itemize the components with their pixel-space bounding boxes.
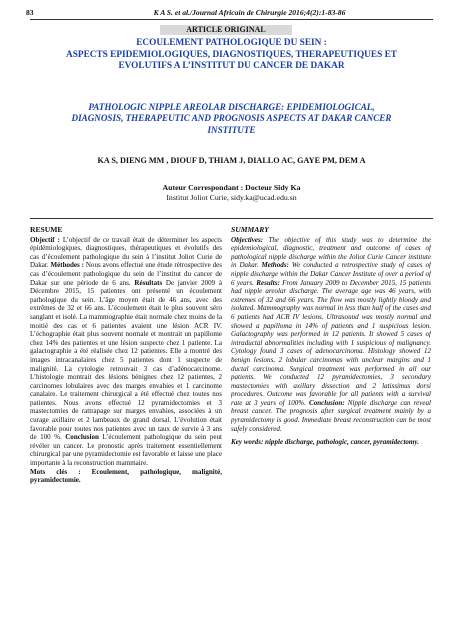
resume-keywords-text: Ecoulement, pathologique, malignité, pyramidectomie. [30,467,222,485]
resume-keywords [30,468,222,485]
summary-methods-text: We conducted a retrospective study of cases of nipple discharge within the Dakar Cancer Institute of over a period of 6 years. [231,261,431,287]
author-list: KA S, DIENG MM , DIOUF D, THIAM J, DIALLO AC, GAYE PM, DEM A [97,156,366,165]
page-number: 83 [26,7,34,17]
resume-objective-text: L’objectif de ce travail était de déterminer les aspects épidémiologiques, diagnostiques, thérapeutiques et évolutifs des cas d’écoulement pathologique du sein à l’institut Joliot Curie de Dakar. [30,235,222,270]
resume-results-text: De janvier 2009 à Décembre 2015, 15 patientes ont présenté un écoulement pathologique du sein. L’âge moyen était de 46 ans, avec des extrêmes de 32 et 66 ans. L’écoulement était le plus souvent séro sanglant et isolé. La mammographie était normale chez moins de la moitié des cas et 6 patientes avaient une lésion ACR IV. L’échographie était plus souvent normale et montrait un papillome chez 14% des patientes et une lésion suspecte chez 1 patiente. La galactographie a été réalisée chez 12 patientes. Elle a montré des images intracanalaires chez 5 patientes dont 1 suspecte de malignité. La cytologie retrouvait 3 cas d’adénocarcinome. L’histologie montrait des lésions bénignes chez 12 patientes, 2 carcinomes lobulaires avec des marges envahies et 1 carcinome canalaire. Le traitement chirurgical a été effectué chez toutes nos patientes. Nous avons effectué 12 pyramidectomies et 3 mastectomies de rattrapage sur marges envahies, associées à un curage axillaire et 2 lambeaux de grand dorsal. L’évolution était favorable pour toutes nos patientes avec un taux de survie à 3 ans de 100 %. [30,278,222,442]
resume-column [30,226,222,614]
summary-column [231,226,431,614]
summary-heading: SUMMARY [231,226,269,234]
summary-objective-text: The objective of this study was to determine the epidemiological, diagnostic, treatment and outcome of cases of pathological nipple discharge within the Joliot Curie Cancer institute in Dakar. [231,235,431,270]
correspondence-block [26,183,437,204]
journal-citation: K A S. et al./Journal Africain de Chirurgie 2016;4(2):1-83-86 [153,7,346,17]
summary-results-label: Results: [256,278,280,287]
resume-conclusion-label: Conclusion [65,433,99,442]
resume-methods-label: Méthodes : [50,261,84,270]
corresponding-author: Auteur Correspondant : Docteur Sidy Ka [162,183,301,192]
author-address: Institut Joliot Curie, sidy.ka@ucad.edu.sn [166,193,297,203]
summary-keywords-text: Key words: nipple discharge, pathologic, cancer, pyramidectomy. [231,438,420,447]
resume-objective-label: Objectif : [30,235,60,244]
summary-methods-label: Methods: [261,261,289,270]
resume-keywords-label: Mots clés : [30,467,81,476]
article-type-label: ARTICLE ORIGINAL [160,25,292,35]
english-title-line: DIAGNOSIS, THERAPEUTIC AND PROGNOSIS ASPECTS AT DAKAR CANCER [71,113,392,124]
french-title [26,38,437,73]
summary-keywords [231,438,431,447]
english-title-line: INSTITUTE [207,124,256,135]
french-title-line: ASPECTS EPIDEMIOLOGIQUES, DIAGNOSTIQUES, THERAPEUTIQUES ET [66,49,397,60]
resume-conclusion-text: L’écoulement pathologique du sein peut révéler un cancer. Le pronostic après traitement essentiellement chirurgical par une pyramidectomie est favorable et laisse une place importante à la reconstruction mammaire. [30,433,222,468]
running-header [26,6,437,18]
french-title-line: EVOLUTIFS A L’INSTITUT DU CANCER DE DAKAR [118,61,345,72]
summary-conclusion-label: Conclusion: [309,398,345,407]
english-title-line: PATHOLOGIC NIPPLE AREOLAR DISCHARGE: EPIDEMIOLOGICAL, [88,102,375,112]
abstract-rule [30,218,433,219]
french-title-line: ECOULEMENT PATHOLOGIQUE DU SEIN : [136,38,327,48]
english-title [40,102,423,136]
header-rule [30,19,433,20]
resume-body [30,236,222,468]
summary-body [231,236,431,434]
resume-heading: RESUME [30,226,63,234]
summary-results-text: From January 2009 to December 2015, 15 patients had nipple areolar discharge. The average age was 46 years, with extremes of 32 and 66 years. The flow was mostly lightly bloody and isolated. Mammography was normal in less than half of the cases and 6 patients had ACR IV lesions. Ultrasound was mostly normal and showed a papilloma in 14% of patients and 1 suspicious lesion. Galactography was performed in 12 patients. It showed 5 cases of intraductal abnormalities including with 1 suspicious of malignancy. Cytology found 3 cases of adenocarcinoma. Histology showed 12 benign lesions, 2 lobular carcinomas with unclear margins and 1 ductal carcinoma. Surgical treatment was performed in all our patients. We conducted 12 pyramidectomies, 3 secondary mastectomies with axillary dissection and 2 latissimus dorsi procedures. Outcome was favorable for all patients with a survival rate at 3 years of 100%. [231,278,431,407]
resume-methods-text: Nous avons effectué une étude rétrospective des cas d’écoulement pathologique du sein de l’institut du cancer de Dakar sur une période de 6 ans. [30,261,222,287]
resume-results-label: Résultats [134,278,163,287]
summary-objective-label: Objectives: [231,235,264,244]
summary-conclusion-text: Nipple discharge can reveal breast cancer. The prognosis after surgical treatment mainly by a pyramidectomy is good. Immediate breast reconstruction can be most safely considered. [231,398,431,433]
